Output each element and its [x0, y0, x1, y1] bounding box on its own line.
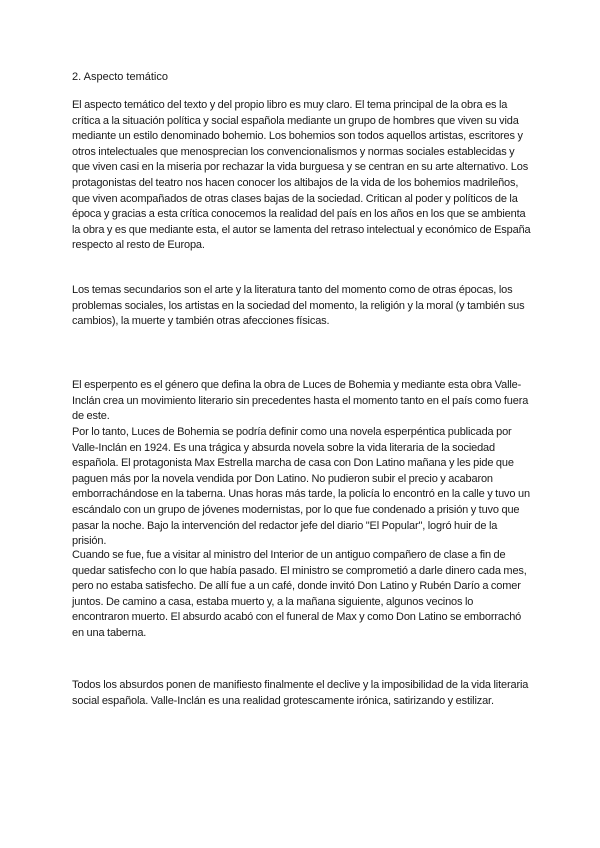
section-heading: 2. Aspecto temático [72, 71, 168, 83]
paragraph-plot-summary: Por lo tanto, Luces de Bohemia se podría definir como una novela esperpéntica publicada por Valle-Inclán en 1924. Es una trágica y absurda novela sobre la vida literaria de la sociedad española. El protagonista Max Estrella marcha de casa con Don Latino mañana y les pide que paguen más por la novela vendida por Don Latino. No pudieron subir el precio y acabaron emborrachándose en la taberna. Unas horas más tarde, la policía lo encontró en la calle y tuvo un escándalo con un grupo de jóvenes modernistas, por lo que fue condenado a prisión y tuvo que pasar la noche. Bajo la intervención del redactor jefe del diario "El Popular", logró huir de la prisión. [72, 426, 530, 548]
paragraph-main-theme: El aspecto temático del texto y del propio libro es muy claro. El tema principal de la obra es la crítica a la situación política y social española mediante un grupo de hombres que viven su vida mediante un estilo denominado bohemio. Los bohemios son todos aquellos artistas, escritores y otros intelectuales que menosprecian los convencionalismos y normas sociales establecidas y que viven casi en la miseria por rechazar la vida burguesa y se centran en su arte alternativo. Los protagonistas del teatro nos hacen conocer los altibajos de la vida de los bohemios madrileños, que viven acompañados de otras clases bajas de la sociedad. Critican al poder y políticos de la época y gracias a esta crítica conocemos la realidad del país en los años en los que se ambienta la obra y es que mediante esta, el autor se lamenta del retraso intelectual y económico de España respecto al resto de Europa. [72, 99, 531, 252]
paragraph-secondary-themes: Los temas secundarios son el arte y la literatura tanto del momento como de otras épocas, los problemas sociales, los artistas en la sociedad del momento, la religión y la moral (y también sus cambios), la muerte y también otras afecciones físicas. [72, 284, 525, 328]
paragraph-esperpento: El esperpento es el género que defina la obra de Luces de Bohemia y mediante esta obra Valle-Inclán crea un movimiento literario sin precedentes hasta el momento tanto en el país como fuera de este. [72, 379, 529, 423]
paragraph-conclusion: Todos los absurdos ponen de manifiesto finalmente el declive y la imposibilidad de la vida literaria social española. Valle-Inclán es una realidad grotescamente irónica, satirizando y estilizar. [72, 679, 529, 707]
paragraph-plot-continuation: Cuando se fue, fue a visitar al ministro del Interior de un antiguo compañero de clase a fin de quedar satisfecho con lo que había pasado. El ministro se comprometió a darle dinero cada mes, pero no estaba satisfecho. De allí fue a un café, donde invitó Don Latino y Rubén Darío a comer juntos. De camino a casa, estaba muerto y, a la mañana siguiente, algunos vecinos lo encontraron muerto. El absurdo acabó con el funeral de Max y como Don Latino se emborrachó en una taberna. [72, 549, 527, 639]
